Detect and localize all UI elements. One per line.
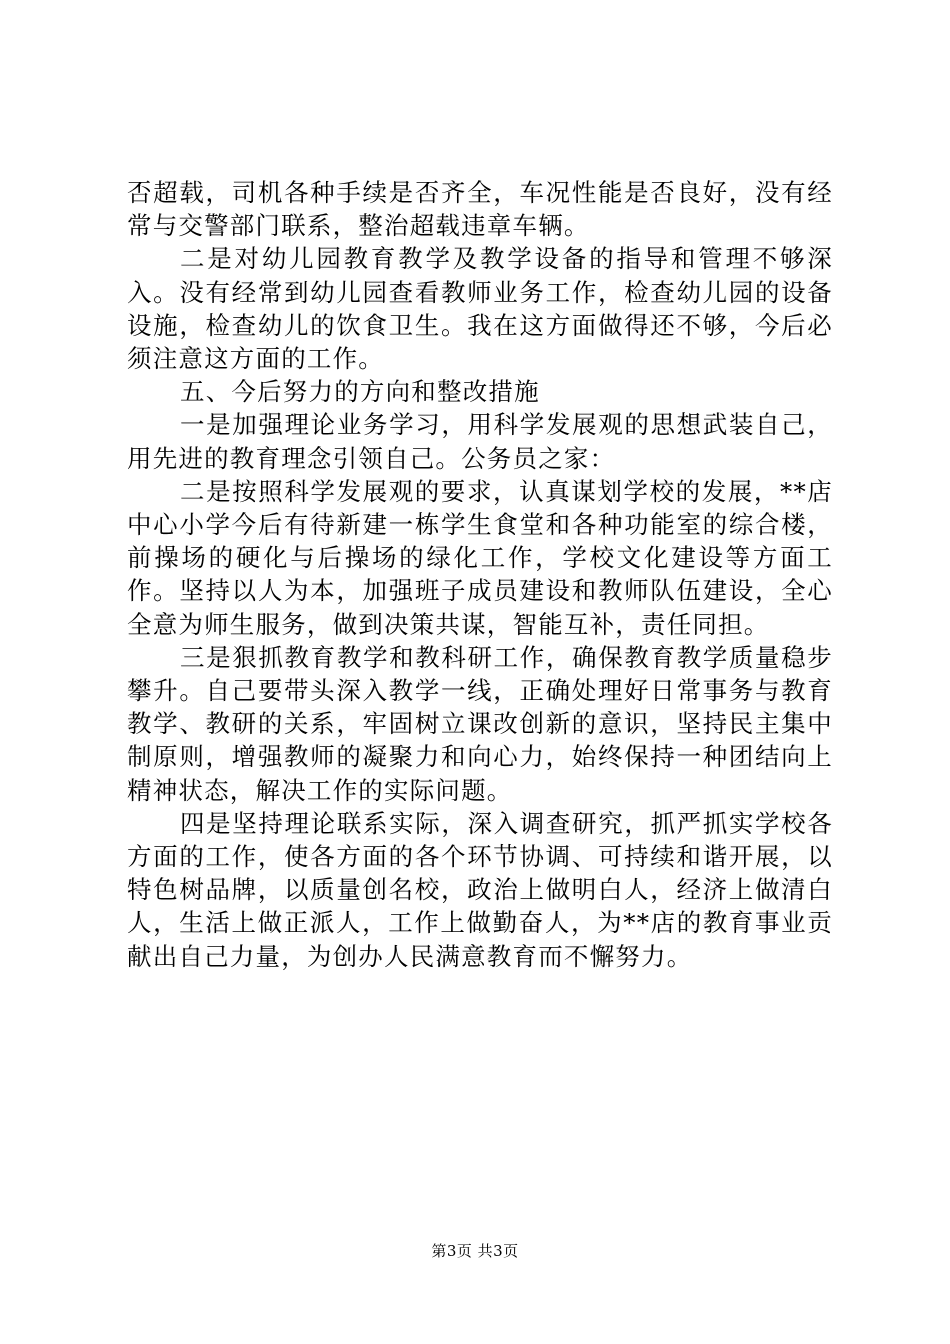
document-body	[127, 176, 833, 973]
page-number-footer: 第3页 共3页	[431, 1242, 519, 1260]
paragraph-measure-2: 二是按照科学发展观的要求，认真谋划学校的发展，**店中心小学今后有待新建一栋学生食堂和各种功能室的综合楼，前操场的硬化与后操场的绿化工作，学校文化建设等方面工作。坚持以人为本，加强班子成员建设和教师队伍建设，全心全意为师生服务，做到决策共谋，智能互补，责任同担。	[127, 476, 833, 639]
paragraph-measure-3: 三是狠抓教育教学和教科研工作，确保教育教学质量稳步攀升。自己要带头深入教学一线，正确处理好日常事务与教育教学、教研的关系，牢固树立课改创新的意识，坚持民主集中制原则，增强教师的凝聚力和向心力，始终保持一种团结向上精神状态，解决工作的实际问题。	[127, 642, 833, 805]
paragraph-measure-1: 一是加强理论业务学习，用科学发展观的思想武装自己，用先进的教育理念引领自己。公务员之家：	[127, 410, 833, 473]
paragraph-2: 二是对幼儿园教育教学及教学设备的指导和管理不够深入。没有经常到幼儿园查看教师业务工作，检查幼儿园的设备设施，检查幼儿的饮食卫生。我在这方面做得还不够，今后必须注意这方面的工作。	[127, 244, 833, 374]
section-heading: 五、今后努力的方向和整改措施	[180, 377, 540, 407]
paragraph-1: 否超载，司机各种手续是否齐全，车况性能是否良好，没有经常与交警部门联系，整治超载违章车辆。	[127, 178, 833, 241]
paragraph-measure-4: 四是坚持理论联系实际，深入调查研究，抓严抓实学校各方面的工作，使各方面的各个环节协调、可持续和谐开展，以特色树品牌，以质量创名校，政治上做明白人，经济上做清白人，生活上做正派人，工作上做勤奋人，为**店的教育事业贡献出自己力量，为创办人民满意教育而不懈努力。	[127, 808, 833, 971]
